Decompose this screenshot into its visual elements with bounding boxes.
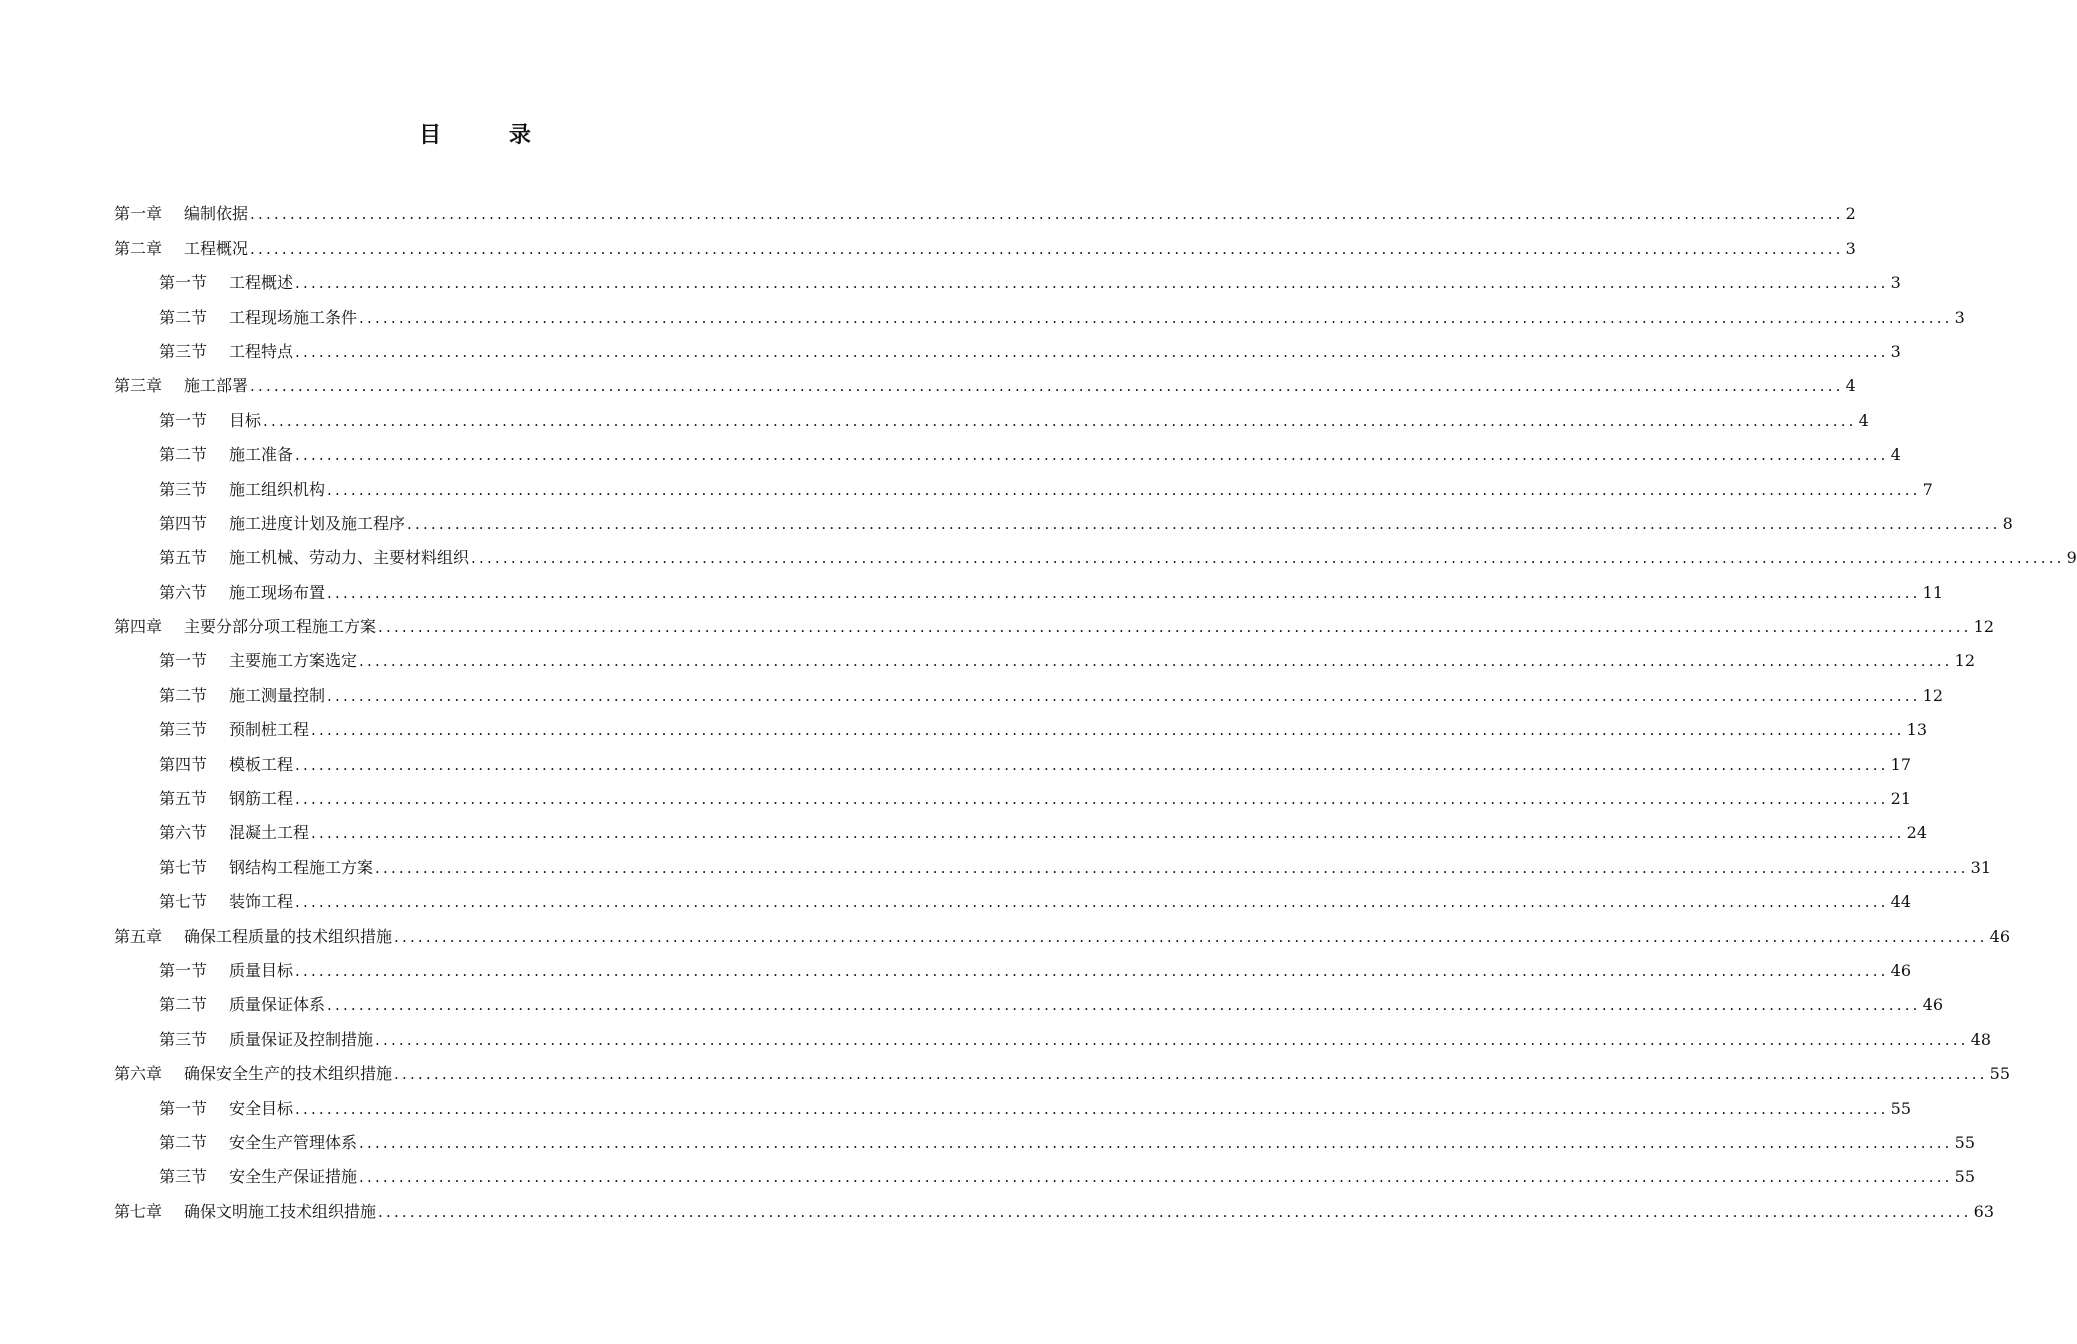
toc-entry-number: 第六节: [159, 582, 208, 602]
toc-entry-number: 第一节: [159, 273, 208, 293]
toc-entry-title: 质量保证及控制措施: [229, 1029, 374, 1049]
toc-entry-page-number: 48: [1970, 1029, 1992, 1049]
toc-dot-leader: ........................................................................................................................................................................................................: [327, 686, 1921, 705]
toc-dot-leader: ........................................................................................................................................................................................................: [471, 549, 2065, 568]
toc-entry-number: 第五节: [159, 548, 208, 568]
toc-entry-title: 施工进度计划及施工程序: [229, 513, 406, 533]
toc-entry-title: 编制依据: [184, 204, 249, 224]
toc-entry-page-number: 9: [2066, 548, 2077, 568]
toc-entry-number: 第四节: [159, 513, 208, 533]
toc-chapter-entry[interactable]: [114, 603, 1995, 637]
toc-entry-title: 安全目标: [229, 1098, 294, 1118]
toc-dot-leader: ........................................................................................................................................................................................................: [295, 755, 1889, 774]
toc-dot-leader: ........................................................................................................................................................................................................: [375, 1030, 1969, 1049]
toc-section-entry[interactable]: [114, 431, 1901, 465]
toc-entry-title: 质量目标: [229, 960, 294, 980]
toc-entry-page-number: 46: [1922, 995, 1944, 1015]
toc-entry-page-number: 44: [1890, 892, 1912, 912]
toc-dot-leader: ........................................................................................................................................................................................................: [263, 411, 1857, 430]
toc-entry-title: 主要施工方案选定: [229, 651, 358, 671]
toc-section-entry[interactable]: [114, 259, 1901, 293]
toc-entry-page-number: 46: [1890, 960, 1912, 980]
toc-entry-page-number: 11: [1922, 582, 1944, 602]
toc-entry-title: 确保文明施工技术组织措施: [184, 1201, 377, 1221]
toc-entry-page-number: 31: [1970, 857, 1992, 877]
toc-entry-title: 预制桩工程: [229, 720, 310, 740]
toc-section-entry[interactable]: [114, 637, 1976, 671]
toc-dot-leader: ........................................................................................................................................................................................................: [295, 274, 1889, 293]
toc-section-entry[interactable]: [114, 740, 1912, 774]
toc-dot-leader: ........................................................................................................................................................................................................: [327, 996, 1921, 1015]
toc-entry-number: 第一章: [114, 204, 163, 224]
toc-entry-page-number: 12: [1954, 651, 1976, 671]
toc-section-entry[interactable]: [114, 878, 1912, 912]
toc-section-entry[interactable]: [114, 671, 1944, 705]
toc-entry-number: 第二章: [114, 238, 163, 258]
toc-entry-title: 施工部署: [184, 376, 249, 396]
toc-entry-title: 钢筋工程: [229, 789, 294, 809]
toc-entry-number: 第二节: [159, 1132, 208, 1152]
toc-dot-leader: ........................................................................................................................................................................................................: [295, 893, 1889, 912]
toc-section-entry[interactable]: [114, 706, 1928, 740]
toc-entry-page-number: 7: [1922, 479, 1933, 499]
toc-dot-leader: ........................................................................................................................................................................................................: [295, 790, 1889, 809]
toc-entry-title: 确保安全生产的技术组织措施: [184, 1064, 393, 1084]
toc-entry-page-number: 13: [1906, 720, 1928, 740]
toc-dot-leader: ........................................................................................................................................................................................................: [378, 1202, 1972, 1221]
toc-entry-page-number: 63: [1973, 1201, 1995, 1221]
toc-entry-number: 第五节: [159, 789, 208, 809]
toc-chapter-entry[interactable]: [114, 224, 1856, 258]
toc-dot-leader: ........................................................................................................................................................................................................: [394, 927, 1988, 946]
toc-entry-page-number: 3: [1845, 238, 1856, 258]
toc-entry-title: 安全生产管理体系: [229, 1132, 358, 1152]
toc-entry-number: 第一节: [159, 1098, 208, 1118]
toc-dot-leader: ........................................................................................................................................................................................................: [295, 446, 1889, 465]
toc-entry-title: 工程特点: [229, 341, 294, 361]
toc-entry-number: 第四章: [114, 617, 163, 637]
toc-dot-leader: ........................................................................................................................................................................................................: [250, 239, 1844, 258]
toc-entry-page-number: 4: [1890, 445, 1901, 465]
toc-entry-page-number: 12: [1973, 617, 1995, 637]
toc-section-entry[interactable]: [114, 1153, 1976, 1187]
toc-entry-number: 第三节: [159, 720, 208, 740]
toc-entry-number: 第七节: [159, 857, 208, 877]
toc-entry-number: 第一节: [159, 651, 208, 671]
toc-entry-title: 施工准备: [229, 445, 294, 465]
toc-dot-leader: ........................................................................................................................................................................................................: [394, 1065, 1988, 1084]
toc-dot-leader: ........................................................................................................................................................................................................: [295, 1099, 1889, 1118]
toc-entry-number: 第三节: [159, 1029, 208, 1049]
toc-entry-number: 第二节: [159, 307, 208, 327]
toc-entry-number: 第二节: [159, 995, 208, 1015]
toc-entry-title: 施工现场布置: [229, 582, 326, 602]
toc-dot-leader: ........................................................................................................................................................................................................: [359, 1168, 1953, 1187]
toc-section-entry[interactable]: [114, 947, 1912, 981]
toc-entry-title: 工程概述: [229, 273, 294, 293]
toc-entry-title: 目标: [229, 410, 262, 430]
toc-entry-page-number: 12: [1922, 685, 1944, 705]
toc-entry-title: 模板工程: [229, 754, 294, 774]
toc-section-entry[interactable]: [114, 981, 1944, 1015]
toc-entry-page-number: 3: [1954, 307, 1965, 327]
toc-section-entry[interactable]: [114, 534, 2077, 568]
toc-dot-leader: ........................................................................................................................................................................................................: [250, 205, 1844, 224]
toc-entry-number: 第七章: [114, 1201, 163, 1221]
toc-entry-number: 第六章: [114, 1064, 163, 1084]
toc-chapter-entry[interactable]: [114, 912, 2011, 946]
toc-entry-title: 工程概况: [184, 238, 249, 258]
toc-dot-leader: ........................................................................................................................................................................................................: [250, 377, 1844, 396]
toc-entry-number: 第三章: [114, 376, 163, 396]
toc-section-entry[interactable]: [114, 568, 1944, 602]
toc-entry-title: 安全生产保证措施: [229, 1167, 358, 1187]
toc-entry-number: 第五章: [114, 926, 163, 946]
toc-section-entry[interactable]: [114, 1119, 1976, 1153]
toc-dot-leader: ........................................................................................................................................................................................................: [295, 342, 1889, 361]
toc-section-entry[interactable]: [114, 293, 1965, 327]
toc-entry-title: 装饰工程: [229, 892, 294, 912]
toc-dot-leader: ........................................................................................................................................................................................................: [359, 652, 1953, 671]
toc-dot-leader: ........................................................................................................................................................................................................: [311, 721, 1905, 740]
toc-entry-page-number: 8: [2002, 513, 2013, 533]
toc-entry-page-number: 55: [1954, 1132, 1976, 1152]
toc-entry-page-number: 46: [1989, 926, 2011, 946]
toc-entry-page-number: 4: [1845, 376, 1856, 396]
toc-entry-number: 第四节: [159, 754, 208, 774]
toc-entry-number: 第二节: [159, 445, 208, 465]
toc-section-entry[interactable]: [114, 465, 1933, 499]
toc-dot-leader: ........................................................................................................................................................................................................: [311, 824, 1905, 843]
toc-entry-title: 钢结构工程施工方案: [229, 857, 374, 877]
toc-entry-page-number: 17: [1890, 754, 1912, 774]
toc-dot-leader: ........................................................................................................................................................................................................: [295, 961, 1889, 980]
toc-dot-leader: ........................................................................................................................................................................................................: [327, 480, 1921, 499]
toc-entry-page-number: 21: [1890, 789, 1912, 809]
toc-entry-number: 第七节: [159, 892, 208, 912]
toc-entry-title: 确保工程质量的技术组织措施: [184, 926, 393, 946]
toc-entry-page-number: 2: [1845, 204, 1856, 224]
toc-chapter-entry[interactable]: [114, 1050, 2011, 1084]
toc-entry-title: 施工机械、劳动力、主要材料组织: [229, 548, 470, 568]
toc-entry-page-number: 55: [1890, 1098, 1912, 1118]
toc-entry-number: 第三节: [159, 479, 208, 499]
toc-entry-title: 工程现场施工条件: [229, 307, 358, 327]
toc-entry-page-number: 3: [1890, 273, 1901, 293]
toc-chapter-entry[interactable]: [114, 190, 1856, 224]
toc-entry-title: 混凝土工程: [229, 823, 310, 843]
toc-section-entry[interactable]: [114, 1084, 1912, 1118]
toc-entry-page-number: 3: [1890, 341, 1901, 361]
toc-entry-number: 第三节: [159, 341, 208, 361]
toc-section-entry[interactable]: [114, 775, 1912, 809]
table-of-contents: [114, 190, 2077, 1222]
toc-chapter-entry[interactable]: [114, 362, 1856, 396]
toc-entry-title: 施工测量控制: [229, 685, 326, 705]
toc-section-entry[interactable]: [114, 396, 1869, 430]
toc-dot-leader: ........................................................................................................................................................................................................: [359, 1133, 1953, 1152]
toc-entry-number: 第六节: [159, 823, 208, 843]
toc-section-entry[interactable]: [114, 843, 1992, 877]
toc-dot-leader: ........................................................................................................................................................................................................: [407, 514, 2001, 533]
toc-entry-title: 主要分部分项工程施工方案: [184, 617, 377, 637]
toc-entry-page-number: 24: [1906, 823, 1928, 843]
toc-section-entry[interactable]: [114, 809, 1928, 843]
toc-entry-title: 质量保证体系: [229, 995, 326, 1015]
toc-section-entry[interactable]: [114, 1015, 1992, 1049]
toc-dot-leader: ........................................................................................................................................................................................................: [378, 618, 1972, 637]
toc-entry-page-number: 55: [1989, 1064, 2011, 1084]
toc-dot-leader: ........................................................................................................................................................................................................: [359, 308, 1953, 327]
toc-entry-title: 施工组织机构: [229, 479, 326, 499]
toc-chapter-entry[interactable]: [114, 1187, 1995, 1221]
toc-entry-number: 第一节: [159, 960, 208, 980]
toc-entry-page-number: 4: [1858, 410, 1869, 430]
toc-section-entry[interactable]: [114, 328, 1901, 362]
page-title: 目 录: [419, 122, 561, 148]
toc-entry-number: 第一节: [159, 410, 208, 430]
toc-entry-number: 第三节: [159, 1167, 208, 1187]
toc-entry-number: 第二节: [159, 685, 208, 705]
toc-dot-leader: ........................................................................................................................................................................................................: [327, 583, 1921, 602]
toc-entry-page-number: 55: [1954, 1167, 1976, 1187]
toc-dot-leader: ........................................................................................................................................................................................................: [375, 858, 1969, 877]
toc-section-entry[interactable]: [114, 500, 2013, 534]
